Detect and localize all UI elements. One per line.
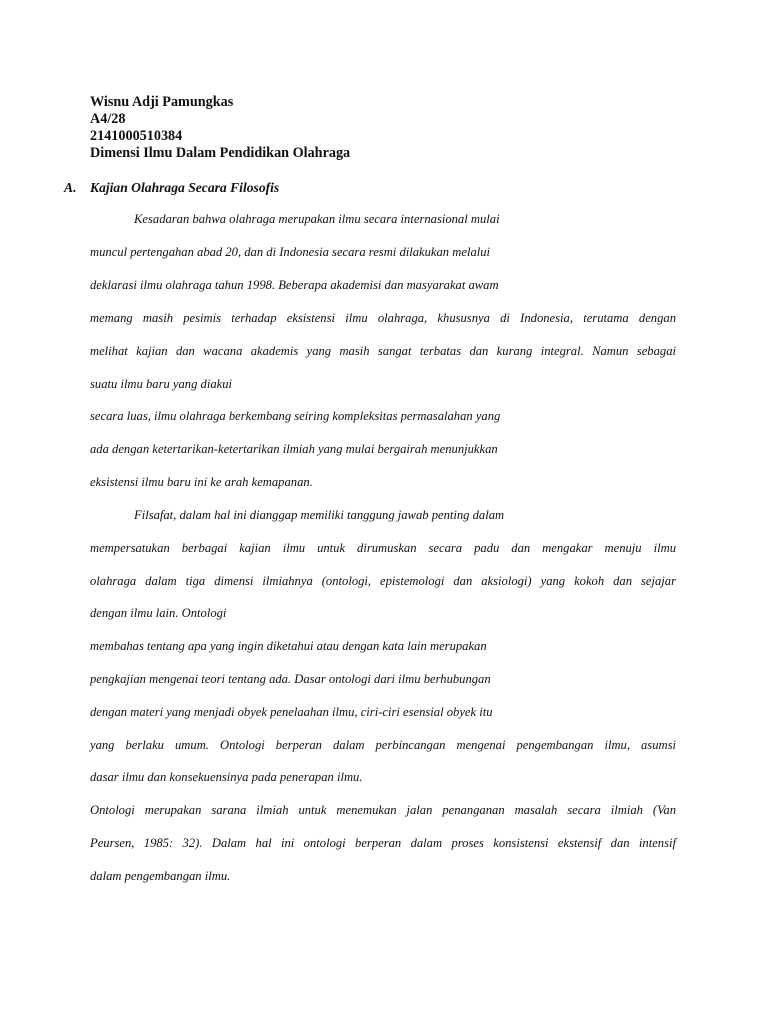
class-code: A4/28 [90,111,126,127]
paragraph-line: membahas tentang apa yang ingin diketahui atau dengan kata lain merupakan [90,639,487,653]
paragraph-line: deklarasi ilmu olahraga tahun 1998. Beberapa akademisi dan masyarakat awam [90,278,499,292]
paragraph-line: Ontologi merupakan sarana ilmiah untuk menemukan jalan penanganan masalah secara ilmiah (Van [90,803,676,817]
paragraph-line: memang masih pesimis terhadap eksistensi ilmu olahraga, khususnya di Indonesia, terutama dengan [90,311,676,325]
paragraph-line: Peursen, 1985: 32). Dalam hal ini ontologi berperan dalam proses konsistensi ekstensif dan intensif [90,836,676,850]
section-heading [64,179,279,196]
paragraph-line: eksistensi ilmu baru ini ke arah kemapanan. [90,475,313,489]
section-letter: A. [64,180,77,195]
document-header [90,94,650,162]
paragraph-line: yang berlaku umum. Ontologi berperan dalam perbincangan mengenai pengembangan ilmu, asumsi [90,738,676,752]
student-id: 2141000510384 [90,128,183,144]
paragraph-line: Filsafat, dalam hal ini dianggap memiliki tanggung jawab penting dalam [134,508,505,522]
paragraph-line: melihat kajian dan wacana akademis yang masih sangat terbatas dan kurang integral. Namun sebagai [90,344,676,358]
document-title: Dimensi Ilmu Dalam Pendidikan Olahraga [90,145,351,161]
paragraph-line: secara luas, ilmu olahraga berkembang seiring kompleksitas permasalahan yang [90,409,501,423]
paragraph-line: pengkajian mengenai teori tentang ada. Dasar ontologi dari ilmu berhubungan [90,672,491,686]
paragraph-line: olahraga dalam tiga dimensi ilmiahnya (ontologi, epistemologi dan aksiologi) yang kokoh dan sejajar [90,574,676,588]
paragraph-line: ada dengan ketertarikan-ketertarikan ilmiah yang mulai bergairah menunjukkan [90,442,498,456]
paragraph-line: dalam pengembangan ilmu. [90,869,231,883]
paragraph-line: Kesadaran bahwa olahraga merupakan ilmu secara internasional mulai [134,212,500,226]
paragraph-line: mempersatukan berbagai kajian ilmu untuk dirumuskan secara padu dan mengakar menuju ilmu [90,541,676,555]
paragraph-line: dengan ilmu lain. Ontologi [90,606,227,620]
section-title: Kajian Olahraga Secara Filosofis [90,180,280,195]
paragraph-line: suatu ilmu baru yang diakui [90,377,233,391]
paragraph-line: dasar ilmu dan konsekuensinya pada penerapan ilmu. [90,770,363,784]
author-name: Wisnu Adji Pamungkas [90,94,234,110]
paragraph-line: dengan materi yang menjadi obyek penelaahan ilmu, ciri-ciri esensial obyek itu [90,705,493,719]
paragraph-line: muncul pertengahan abad 20, dan di Indonesia secara resmi dilakukan melalui [90,245,491,259]
